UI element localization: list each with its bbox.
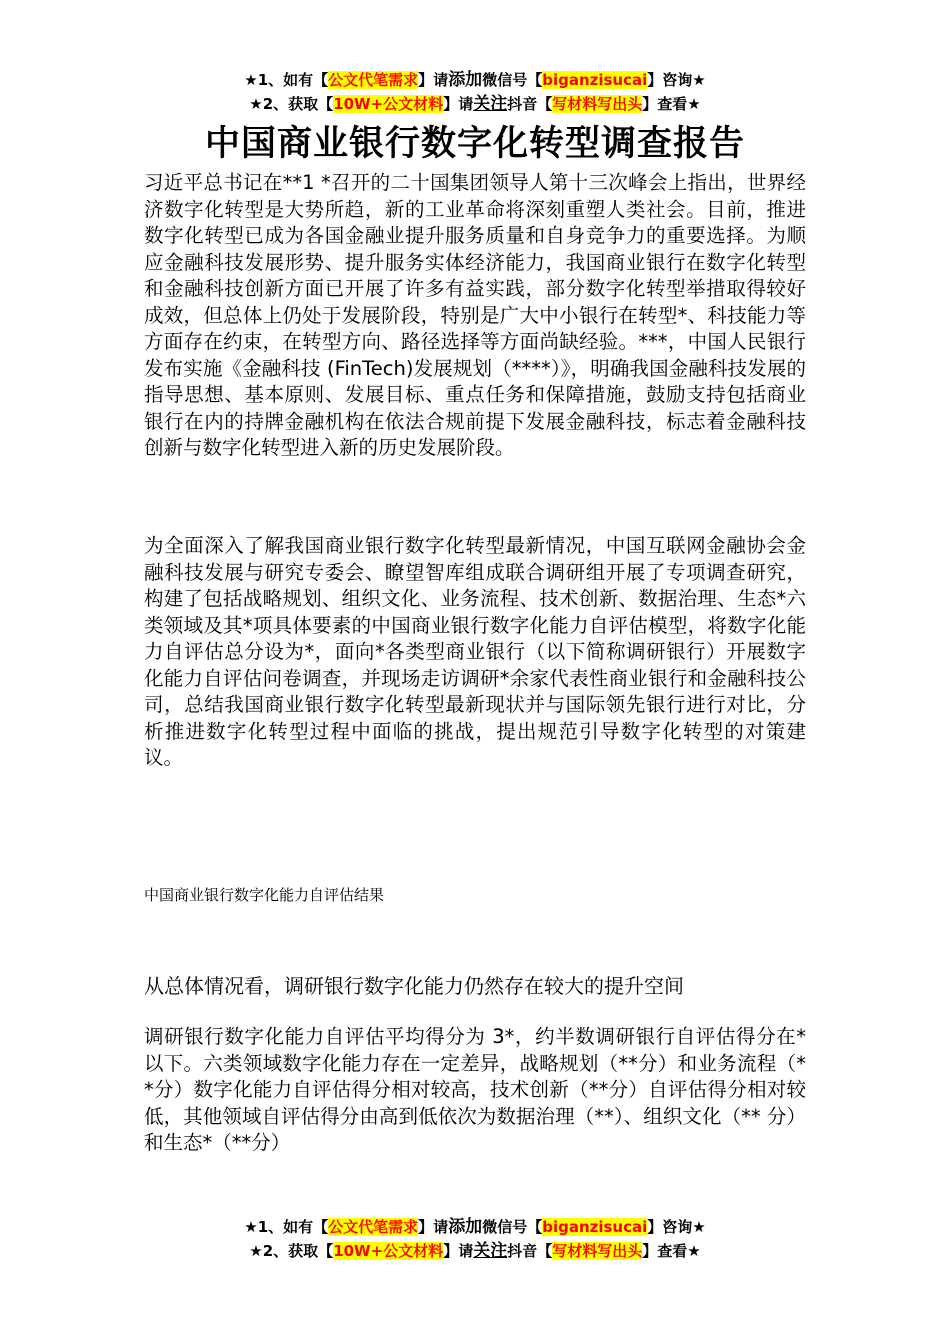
document-title: 中国商业银行数字化转型调查报告 [204, 124, 745, 164]
promo-emphasis: 添加 [448, 1217, 483, 1237]
promo-highlight-service: 公文代笔需求 [328, 71, 419, 89]
promo-line-1 [0, 1215, 950, 1239]
promo-text: ★1、如有【 [244, 1218, 329, 1236]
promo-text: 抖音【 [507, 1242, 553, 1260]
figure-caption: 中国商业银行数字化能力自评估结果 [144, 886, 385, 904]
promo-emphasis-underlined: 关注 [473, 1241, 508, 1261]
promo-text: ★1、如有【 [244, 71, 329, 89]
promo-text: 抖音【 [507, 95, 553, 113]
paragraph-assessment-results: 调研银行数字化能力自评估平均得分为 3*，约半数调研银行自评估得分在*以下。六类领域数字化能力存在一定差异，战略规划（**分）和业务流程（**分）数字化能力自评估得分相对较高，技术创新（**分）自评估得分相对较低，其他领域自评估得分由高到低依次为数据治理（**）、组织文化（** 分）和生态*（**分） [144, 1025, 806, 1154]
promo-text: 】咨询★ [647, 1218, 706, 1236]
promo-highlight-douyin: 写材料写出头 [552, 95, 643, 113]
promo-text: 微信号【 [482, 71, 543, 89]
paragraph-research-overview: 为全面深入了解我国商业银行数字化转型最新情况，中国互联网金融协会金融科技发展与研究专委会、瞭望智库组成联合调研组开展了专项调查研究，构建了包括战略规划、组织文化、业务流程、技术创新、数据治理、生态*六类领域及其*项具体要素的中国商业银行数字化能力自评估模型，将数字化能力自评估总分设为*，面向*各类型商业银行（以下简称调研银行）开展数字化能力自评估问卷调查，并现场走访调研*余家代表性商业银行和金融科技公司，总结我国商业银行数字化转型最新现状并与国际领先银行进行对比，分析推进数字化转型过程中面临的挑战，提出规范引导数字化转型的对策建议。 [144, 534, 806, 769]
paragraph-intro: 习近平总书记在**1 *召开的二十国集团领导人第十三次峰会上指出，世界经济数字化转型是大势所趋，新的工业革命将深刻重塑人类社会。目前，推进数字化转型已成为各国金融业提升服务质量和自身竞争力的重要选择。为顺应金融科技发展形势、提升服务实体经济能力，我国商业银行在数字化转型和金融科技创新方面已开展了许多有益实践，部分数字化转型举措取得较好成效，但总体上仍处于发展阶段，特别是广大中小银行在转型*、科技能力等方面存在约束，在转型方向、路径选择等方面尚缺经验。***，中国人民银行发布实施《金融科技 (FinTech)发展规划（****）》，明确我国金融科技发展的指导思想、基本原则、发展目标、重点任务和保障措施，鼓励支持包括商业银行在内的持牌金融机构在依法合规前提下发展金融科技，标志着金融科技创新与数字化转型进入新的历史发展阶段。 [144, 171, 806, 459]
promo-line-1 [0, 68, 950, 92]
promo-text: 】请 [418, 71, 449, 89]
promo-highlight-wechat-id: biganzisucai [542, 1218, 648, 1236]
promo-text: 】请 [418, 1218, 449, 1236]
section-subheading: 从总体情况看，调研银行数字化能力仍然存在较大的提升空间 [144, 974, 684, 998]
bottom-promo-banner [0, 1215, 950, 1263]
promo-line-2 [0, 92, 950, 116]
promo-highlight-materials: 10W+公文材料 [333, 95, 444, 113]
promo-text: 】咨询★ [647, 71, 706, 89]
promo-highlight-wechat-id: biganzisucai [542, 71, 648, 89]
promo-text: 】查看★ [642, 1242, 701, 1260]
promo-text: ★2、获取【 [249, 95, 334, 113]
promo-emphasis-underlined: 关注 [473, 94, 508, 114]
promo-line-2 [0, 1239, 950, 1263]
promo-highlight-materials: 10W+公文材料 [333, 1242, 444, 1260]
promo-highlight-service: 公文代笔需求 [328, 1218, 419, 1236]
promo-highlight-douyin: 写材料写出头 [552, 1242, 643, 1260]
top-promo-banner [0, 68, 950, 116]
promo-text: 微信号【 [482, 1218, 543, 1236]
promo-text: 】查看★ [642, 95, 701, 113]
promo-text: ★2、获取【 [249, 1242, 334, 1260]
promo-text: 】请 [443, 1242, 474, 1260]
promo-emphasis: 添加 [448, 70, 483, 90]
promo-text: 】请 [443, 95, 474, 113]
